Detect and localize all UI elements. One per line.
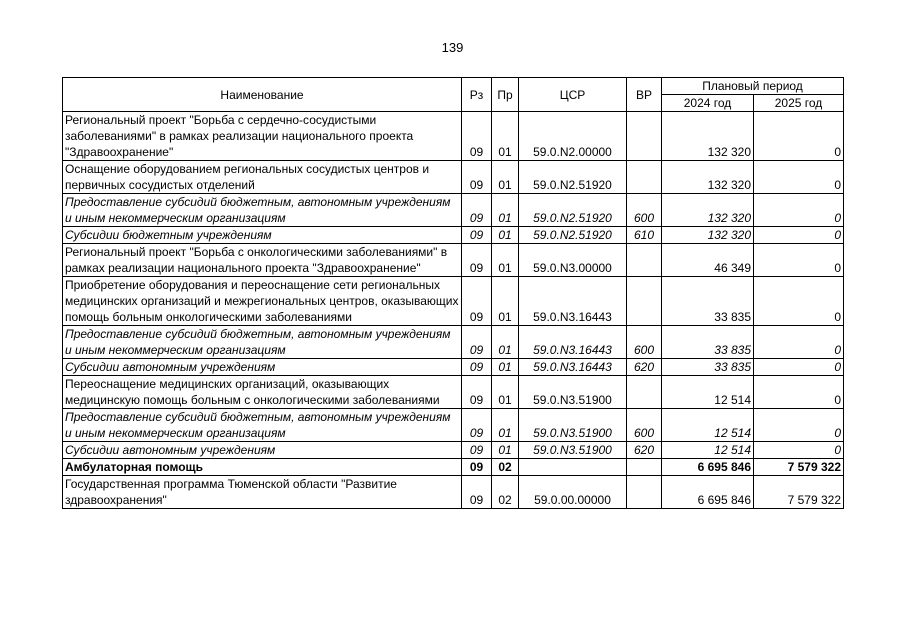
row-2024: 6 695 846	[662, 459, 754, 476]
row-name: Предоставление субсидий бюджетным, автономным учреждениям и иным некоммерческим организациям	[63, 326, 462, 359]
row-csr: 59.0.N2.00000	[519, 112, 627, 161]
row-2024: 132 320	[662, 161, 754, 194]
table-row	[63, 476, 844, 509]
header-csr: ЦСР	[519, 78, 627, 112]
page-number: 139	[441, 40, 464, 55]
row-pr: 01	[492, 194, 519, 227]
table-row	[63, 194, 844, 227]
row-vr: 600	[627, 409, 662, 442]
table-row	[63, 442, 844, 459]
row-csr: 59.0.N2.51920	[519, 161, 627, 194]
row-2024: 12 514	[662, 409, 754, 442]
row-pr: 01	[492, 376, 519, 409]
row-pr: 01	[492, 277, 519, 326]
row-vr: 610	[627, 227, 662, 244]
row-name: Приобретение оборудования и переоснащение сети региональных медицинских организаций и межрегиональных центров, оказывающих помощь больным онкологическими заболеваниями	[63, 277, 462, 326]
row-pr: 01	[492, 359, 519, 376]
row-csr: 59.0.N3.51900	[519, 376, 627, 409]
row-vr: 620	[627, 442, 662, 459]
row-2025: 0	[754, 161, 844, 194]
row-2025: 0	[754, 277, 844, 326]
header-vr: ВР	[627, 78, 662, 112]
row-rz: 09	[462, 326, 492, 359]
row-pr: 01	[492, 326, 519, 359]
row-rz: 09	[462, 227, 492, 244]
row-pr: 02	[492, 476, 519, 509]
row-2025: 0	[754, 359, 844, 376]
row-vr: 600	[627, 326, 662, 359]
row-vr	[627, 244, 662, 277]
row-pr: 02	[492, 459, 519, 476]
table-row	[63, 227, 844, 244]
row-name: Субсидии бюджетным учреждениям	[63, 227, 462, 244]
row-2025: 0	[754, 194, 844, 227]
row-vr	[627, 277, 662, 326]
row-2024: 33 835	[662, 326, 754, 359]
row-rz: 09	[462, 161, 492, 194]
table-row	[63, 376, 844, 409]
row-rz: 09	[462, 112, 492, 161]
row-2025: 0	[754, 409, 844, 442]
row-rz: 09	[462, 409, 492, 442]
row-2024: 132 320	[662, 227, 754, 244]
table-body	[63, 112, 844, 509]
row-2024: 33 835	[662, 359, 754, 376]
row-2024: 132 320	[662, 194, 754, 227]
row-csr: 59.0.N3.51900	[519, 409, 627, 442]
row-csr	[519, 459, 627, 476]
table-row	[63, 161, 844, 194]
table-row	[63, 244, 844, 277]
row-rz: 09	[462, 476, 492, 509]
header-planned-period: Плановый период	[662, 78, 844, 95]
row-2024: 33 835	[662, 277, 754, 326]
table-row	[63, 359, 844, 376]
header-rz: Рз	[462, 78, 492, 112]
row-2024: 12 514	[662, 442, 754, 459]
budget-table	[62, 77, 844, 509]
row-rz: 09	[462, 376, 492, 409]
row-vr	[627, 112, 662, 161]
table-row	[63, 409, 844, 442]
table-row	[63, 277, 844, 326]
table-row	[63, 112, 844, 161]
row-pr: 01	[492, 442, 519, 459]
row-csr: 59.0.N2.51920	[519, 227, 627, 244]
header-year-2025: 2025 год	[754, 95, 844, 112]
row-vr: 620	[627, 359, 662, 376]
table-row	[63, 326, 844, 359]
header-name: Наименование	[63, 78, 462, 112]
row-pr: 01	[492, 244, 519, 277]
row-rz: 09	[462, 244, 492, 277]
row-2024: 132 320	[662, 112, 754, 161]
row-2025: 7 579 322	[754, 459, 844, 476]
row-name: Субсидии автономным учреждениям	[63, 442, 462, 459]
row-vr	[627, 459, 662, 476]
header-pr: Пр	[492, 78, 519, 112]
row-name: Региональный проект "Борьба с сердечно-сосудистыми заболеваниями" в рамках реализации национального проекта "Здравоохранение"	[63, 112, 462, 161]
row-name: Амбулаторная помощь	[63, 459, 462, 476]
row-name: Региональный проект "Борьба с онкологическими заболеваниями" в рамках реализации национального проекта "Здравоохранение"	[63, 244, 462, 277]
row-pr: 01	[492, 161, 519, 194]
row-csr: 59.0.N3.00000	[519, 244, 627, 277]
row-pr: 01	[492, 112, 519, 161]
row-csr: 59.0.N3.16443	[519, 277, 627, 326]
row-pr: 01	[492, 409, 519, 442]
row-rz: 09	[462, 459, 492, 476]
row-2025: 7 579 322	[754, 476, 844, 509]
row-vr: 600	[627, 194, 662, 227]
row-rz: 09	[462, 277, 492, 326]
table-header	[63, 78, 844, 112]
row-csr: 59.0.N3.16443	[519, 359, 627, 376]
row-name: Переоснащение медицинских организаций, оказывающих медицинскую помощь больным с онкологическими заболеваниями	[63, 376, 462, 409]
row-rz: 09	[462, 194, 492, 227]
row-2024: 46 349	[662, 244, 754, 277]
row-name: Государственная программа Тюменской области "Развитие здравоохранения"	[63, 476, 462, 509]
row-csr: 59.0.N2.51920	[519, 194, 627, 227]
row-2025: 0	[754, 326, 844, 359]
row-2024: 6 695 846	[662, 476, 754, 509]
row-2025: 0	[754, 376, 844, 409]
row-name: Предоставление субсидий бюджетным, автономным учреждениям и иным некоммерческим организациям	[63, 409, 462, 442]
row-vr	[627, 161, 662, 194]
row-2025: 0	[754, 244, 844, 277]
row-name: Предоставление субсидий бюджетным, автономным учреждениям и иным некоммерческим организациям	[63, 194, 462, 227]
header-year-2024: 2024 год	[662, 95, 754, 112]
row-vr	[627, 476, 662, 509]
row-2024: 12 514	[662, 376, 754, 409]
row-pr: 01	[492, 227, 519, 244]
row-csr: 59.0.N3.51900	[519, 442, 627, 459]
row-2025: 0	[754, 112, 844, 161]
row-rz: 09	[462, 359, 492, 376]
row-rz: 09	[462, 442, 492, 459]
table-row	[63, 459, 844, 476]
row-csr: 59.0.00.00000	[519, 476, 627, 509]
row-name: Субсидии автономным учреждениям	[63, 359, 462, 376]
row-csr: 59.0.N3.16443	[519, 326, 627, 359]
row-2025: 0	[754, 227, 844, 244]
row-2025: 0	[754, 442, 844, 459]
row-vr	[627, 376, 662, 409]
row-name: Оснащение оборудованием региональных сосудистых центров и первичных сосудистых отделений	[63, 161, 462, 194]
